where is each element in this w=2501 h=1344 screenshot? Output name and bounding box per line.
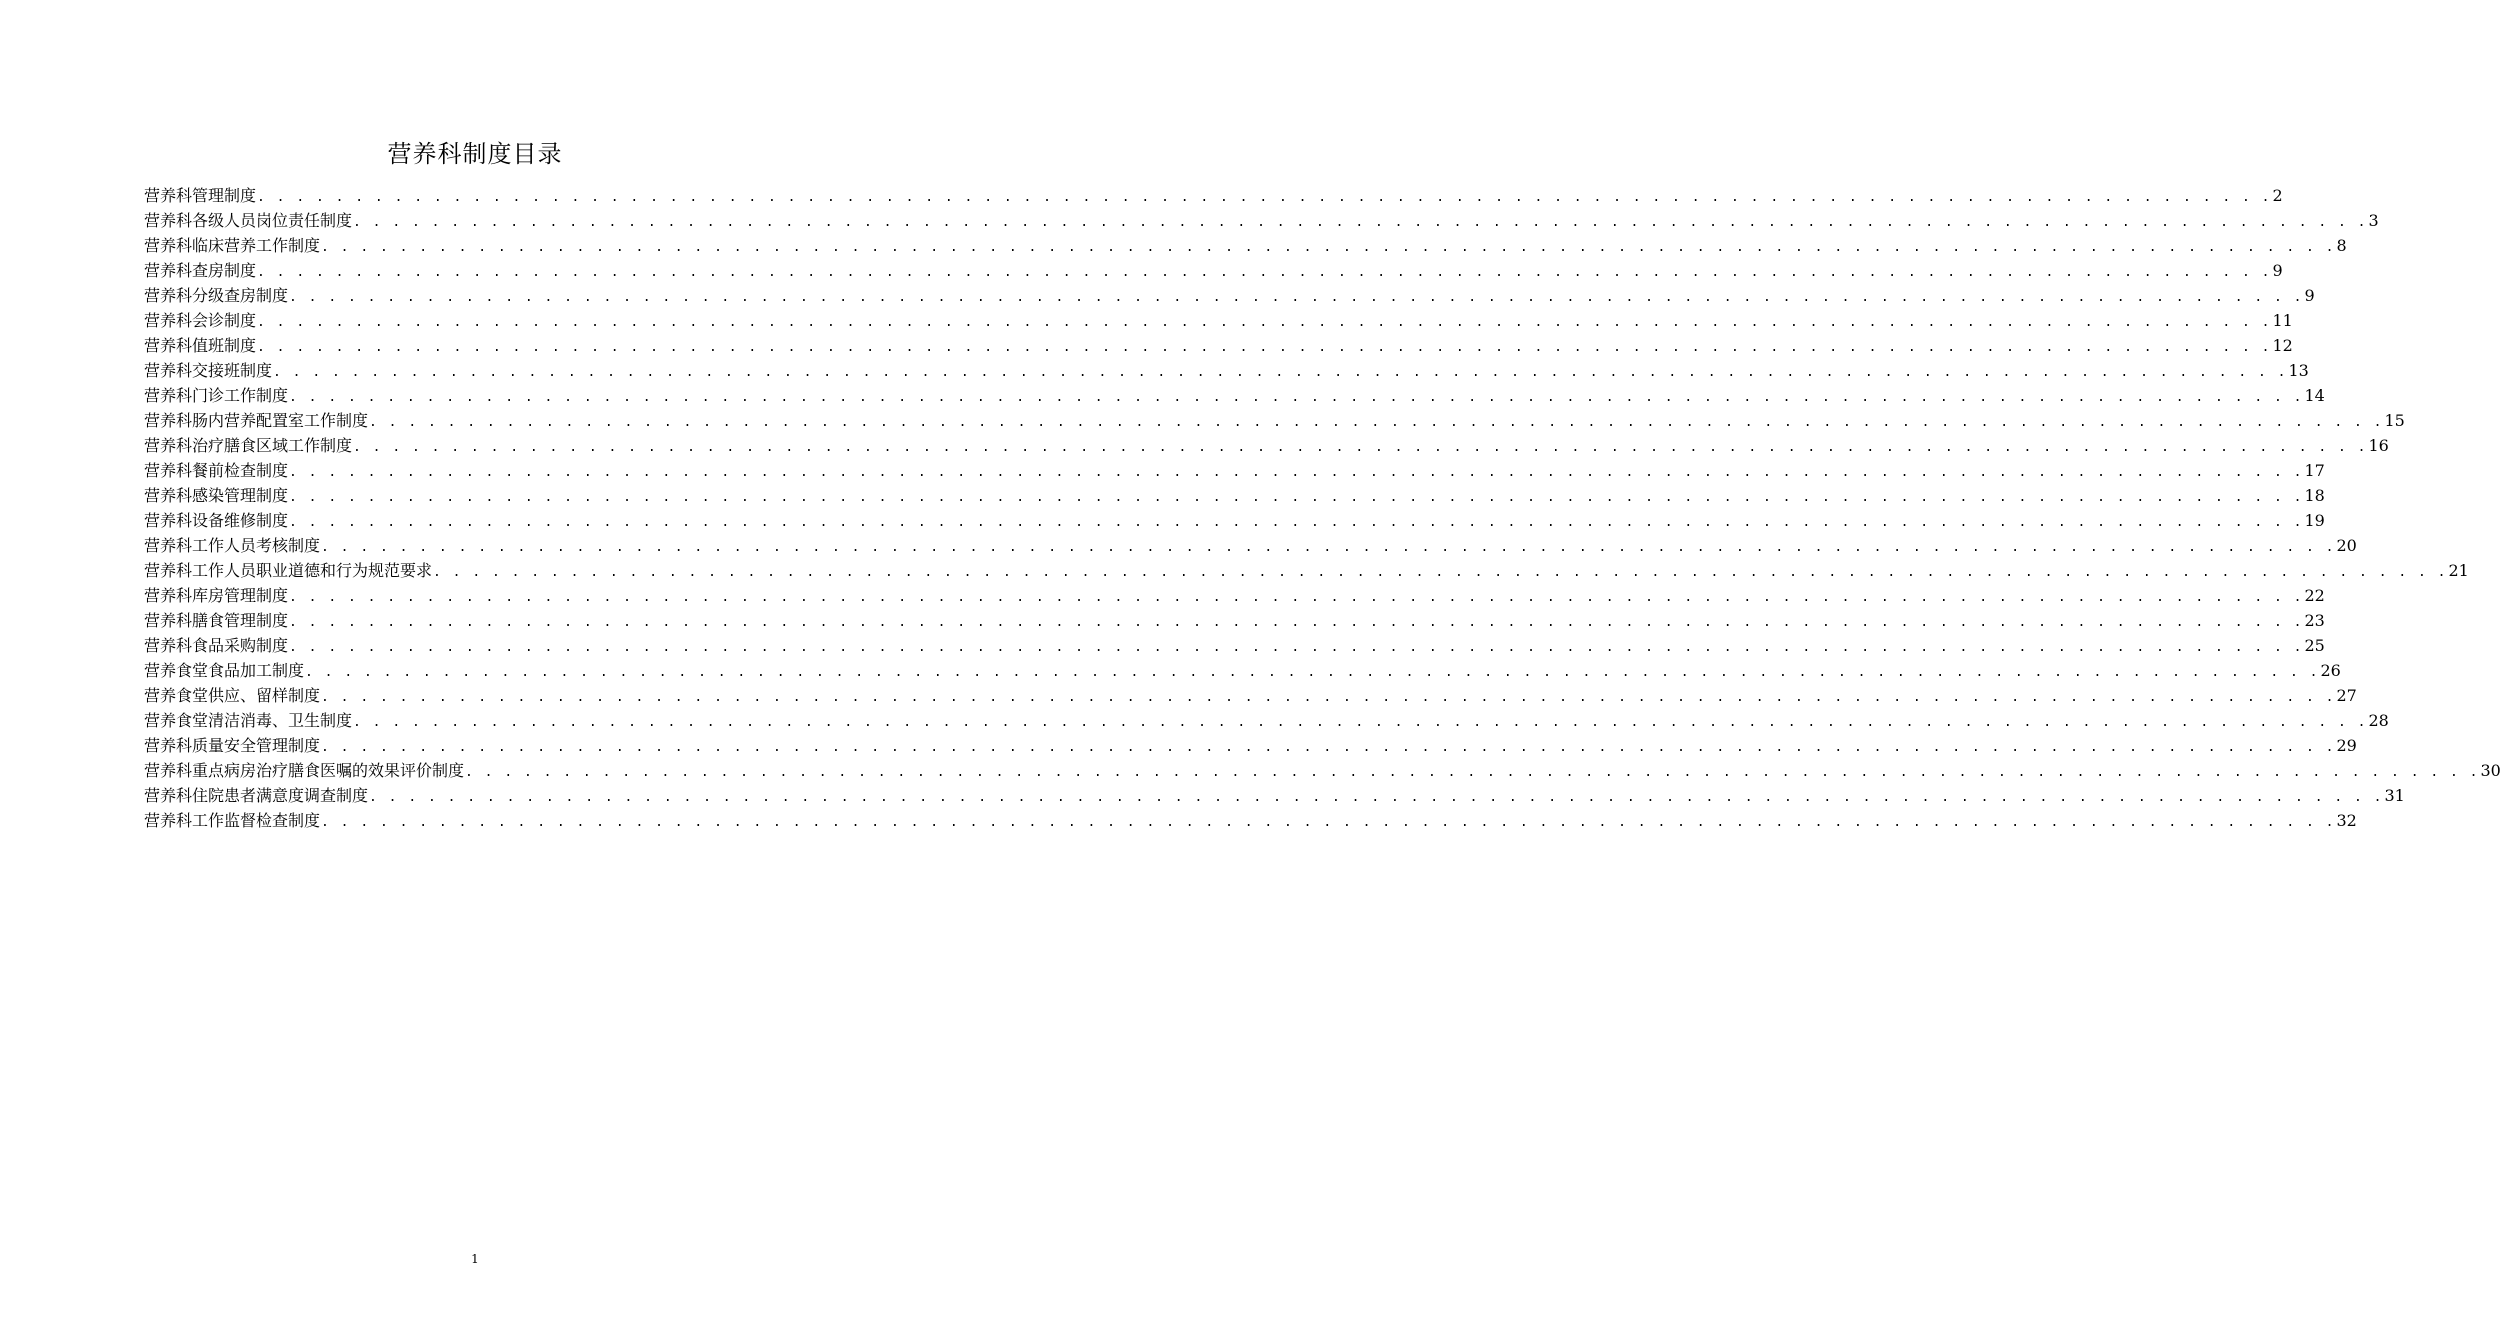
- toc-dot-leader: . . . . . . . . . . . . . . . . . . . . . . . . . . . . . . . . . . . . . . . . . . . . . . . . . . . . . . . . . . . . . . . . . . . . . . . . . . . . . . . . . . . . . . . . . . . . . . . . . . . . . . .: [289, 515, 2304, 530]
- toc-entry-label: 营养科设备维修制度: [144, 511, 289, 530]
- toc-entry-page: 9: [2304, 286, 2315, 305]
- toc-entry-page: 30: [2480, 761, 2501, 780]
- toc-entry-page: 2: [2272, 186, 2283, 205]
- toc-entry-page: 9: [2272, 261, 2283, 280]
- toc-entry-page: 8: [2336, 236, 2347, 255]
- toc-entry-label: 营养科工作人员职业道德和行为规范要求: [144, 561, 433, 580]
- toc-dot-leader: . . . . . . . . . . . . . . . . . . . . . . . . . . . . . . . . . . . . . . . . . . . . . . . . . . . . . . . . . . . . . . . . . . . . . . . . . . . . . . . . . . . . . . . . . . . . . . . . . . . . . . .: [353, 715, 2368, 730]
- toc-dot-leader: . . . . . . . . . . . . . . . . . . . . . . . . . . . . . . . . . . . . . . . . . . . . . . . . . . . . . . . . . . . . . . . . . . . . . . . . . . . . . . . . . . . . . . . . . . . . . . . . . . . . . . .: [257, 340, 2272, 355]
- toc-entry[interactable]: [144, 308, 2293, 333]
- toc-entry-label: 营养科肠内营养配置室工作制度: [144, 411, 369, 430]
- toc-dot-leader: . . . . . . . . . . . . . . . . . . . . . . . . . . . . . . . . . . . . . . . . . . . . . . . . . . . . . . . . . . . . . . . . . . . . . . . . . . . . . . . . . . . . . . . . . . . . . . . . . . . . . . .: [289, 290, 2304, 305]
- toc-entry-page: 17: [2304, 461, 2325, 480]
- toc-entry-label: 营养科库房管理制度: [144, 586, 289, 605]
- toc-entry-page: 23: [2304, 611, 2325, 630]
- toc-entry-page: 21: [2448, 561, 2469, 580]
- toc-entry[interactable]: [144, 658, 2341, 683]
- toc-dot-leader: . . . . . . . . . . . . . . . . . . . . . . . . . . . . . . . . . . . . . . . . . . . . . . . . . . . . . . . . . . . . . . . . . . . . . . . . . . . . . . . . . . . . . . . . . . . . . . . . . . . . . . .: [321, 690, 2336, 705]
- toc-entry-label: 营养科餐前检查制度: [144, 461, 289, 480]
- toc-entry-page: 26: [2320, 661, 2341, 680]
- toc-dot-leader: . . . . . . . . . . . . . . . . . . . . . . . . . . . . . . . . . . . . . . . . . . . . . . . . . . . . . . . . . . . . . . . . . . . . . . . . . . . . . . . . . . . . . . . . . . . . . . . . . . . . . . .: [257, 190, 2272, 205]
- toc-entry-label: 营养科临床营养工作制度: [144, 236, 321, 255]
- toc-entry-label: 营养科食品采购制度: [144, 636, 289, 655]
- toc-dot-leader: . . . . . . . . . . . . . . . . . . . . . . . . . . . . . . . . . . . . . . . . . . . . . . . . . . . . . . . . . . . . . . . . . . . . . . . . . . . . . . . . . . . . . . . . . . . . . . . . . . . . . . .: [289, 590, 2304, 605]
- toc-dot-leader: . . . . . . . . . . . . . . . . . . . . . . . . . . . . . . . . . . . . . . . . . . . . . . . . . . . . . . . . . . . . . . . . . . . . . . . . . . . . . . . . . . . . . . . . . . . . . . . . . . . . . . .: [305, 665, 2320, 680]
- toc-entry[interactable]: [144, 508, 2325, 533]
- toc-entry-label: 营养食堂食品加工制度: [144, 661, 305, 680]
- page-title: 营养科制度目录: [387, 140, 563, 168]
- toc-dot-leader: . . . . . . . . . . . . . . . . . . . . . . . . . . . . . . . . . . . . . . . . . . . . . . . . . . . . . . . . . . . . . . . . . . . . . . . . . . . . . . . . . . . . . . . . . . . . . . . . . . . . . . .: [257, 265, 2272, 280]
- toc-entry-page: 31: [2384, 786, 2405, 805]
- toc-entry-label: 营养科查房制度: [144, 261, 257, 280]
- toc-entry[interactable]: [144, 808, 2357, 833]
- toc-entry-page: 22: [2304, 586, 2325, 605]
- toc-entry[interactable]: [144, 233, 2347, 258]
- toc-entry-page: 3: [2368, 211, 2379, 230]
- toc-entry-page: 13: [2288, 361, 2309, 380]
- toc-entry[interactable]: [144, 708, 2389, 733]
- toc-entry[interactable]: [144, 633, 2325, 658]
- toc-entry-label: 营养科工作监督检查制度: [144, 811, 321, 830]
- toc-dot-leader: . . . . . . . . . . . . . . . . . . . . . . . . . . . . . . . . . . . . . . . . . . . . . . . . . . . . . . . . . . . . . . . . . . . . . . . . . . . . . . . . . . . . . . . . . . . . . . . . . . . . . . .: [321, 740, 2336, 755]
- toc-entry[interactable]: [144, 608, 2325, 633]
- toc-entry[interactable]: [144, 458, 2325, 483]
- toc-entry-label: 营养科各级人员岗位责任制度: [144, 211, 353, 230]
- table-of-contents: [144, 183, 2501, 833]
- toc-dot-leader: . . . . . . . . . . . . . . . . . . . . . . . . . . . . . . . . . . . . . . . . . . . . . . . . . . . . . . . . . . . . . . . . . . . . . . . . . . . . . . . . . . . . . . . . . . . . . . . . . . . . . . .: [353, 215, 2368, 230]
- toc-dot-leader: . . . . . . . . . . . . . . . . . . . . . . . . . . . . . . . . . . . . . . . . . . . . . . . . . . . . . . . . . . . . . . . . . . . . . . . . . . . . . . . . . . . . . . . . . . . . . . . . . . . . . . .: [321, 815, 2336, 830]
- toc-entry-page: 27: [2336, 686, 2357, 705]
- toc-entry-page: 20: [2336, 536, 2357, 555]
- toc-dot-leader: . . . . . . . . . . . . . . . . . . . . . . . . . . . . . . . . . . . . . . . . . . . . . . . . . . . . . . . . . . . . . . . . . . . . . . . . . . . . . . . . . . . . . . . . . . . . . . . . . . . . . . .: [321, 540, 2336, 555]
- toc-entry-label: 营养科会诊制度: [144, 311, 257, 330]
- toc-entry-page: 14: [2304, 386, 2325, 405]
- toc-entry[interactable]: [144, 383, 2325, 408]
- toc-entry[interactable]: [144, 558, 2469, 583]
- toc-entry-label: 营养科感染管理制度: [144, 486, 289, 505]
- page-number: 1: [471, 1252, 479, 1266]
- toc-dot-leader: . . . . . . . . . . . . . . . . . . . . . . . . . . . . . . . . . . . . . . . . . . . . . . . . . . . . . . . . . . . . . . . . . . . . . . . . . . . . . . . . . . . . . . . . . . . . . . . . . . . . . . .: [465, 765, 2480, 780]
- toc-entry-label: 营养科工作人员考核制度: [144, 536, 321, 555]
- toc-entry[interactable]: [144, 783, 2405, 808]
- toc-entry[interactable]: [144, 358, 2309, 383]
- toc-entry[interactable]: [144, 283, 2315, 308]
- toc-entry-page: 19: [2304, 511, 2325, 530]
- toc-dot-leader: . . . . . . . . . . . . . . . . . . . . . . . . . . . . . . . . . . . . . . . . . . . . . . . . . . . . . . . . . . . . . . . . . . . . . . . . . . . . . . . . . . . . . . . . . . . . . . . . . . . . . . .: [273, 365, 2288, 380]
- toc-entry[interactable]: [144, 533, 2357, 558]
- toc-dot-leader: . . . . . . . . . . . . . . . . . . . . . . . . . . . . . . . . . . . . . . . . . . . . . . . . . . . . . . . . . . . . . . . . . . . . . . . . . . . . . . . . . . . . . . . . . . . . . . . . . . . . . . .: [369, 415, 2384, 430]
- toc-entry[interactable]: [144, 258, 2283, 283]
- toc-entry-page: 28: [2368, 711, 2389, 730]
- toc-dot-leader: . . . . . . . . . . . . . . . . . . . . . . . . . . . . . . . . . . . . . . . . . . . . . . . . . . . . . . . . . . . . . . . . . . . . . . . . . . . . . . . . . . . . . . . . . . . . . . . . . . . . . . .: [321, 240, 2336, 255]
- toc-entry-label: 营养科交接班制度: [144, 361, 273, 380]
- toc-dot-leader: . . . . . . . . . . . . . . . . . . . . . . . . . . . . . . . . . . . . . . . . . . . . . . . . . . . . . . . . . . . . . . . . . . . . . . . . . . . . . . . . . . . . . . . . . . . . . . . . . . . . . . .: [289, 490, 2304, 505]
- toc-dot-leader: . . . . . . . . . . . . . . . . . . . . . . . . . . . . . . . . . . . . . . . . . . . . . . . . . . . . . . . . . . . . . . . . . . . . . . . . . . . . . . . . . . . . . . . . . . . . . . . . . . . . . . .: [289, 615, 2304, 630]
- toc-entry[interactable]: [144, 583, 2325, 608]
- toc-dot-leader: . . . . . . . . . . . . . . . . . . . . . . . . . . . . . . . . . . . . . . . . . . . . . . . . . . . . . . . . . . . . . . . . . . . . . . . . . . . . . . . . . . . . . . . . . . . . . . . . . . . . . . .: [369, 790, 2384, 805]
- toc-entry-page: 32: [2336, 811, 2357, 830]
- toc-entry[interactable]: [144, 483, 2325, 508]
- toc-entry-label: 营养科值班制度: [144, 336, 257, 355]
- toc-entry[interactable]: [144, 758, 2501, 783]
- toc-entry-page: 11: [2272, 311, 2293, 330]
- toc-entry-label: 营养科治疗膳食区域工作制度: [144, 436, 353, 455]
- toc-entry-label: 营养科质量安全管理制度: [144, 736, 321, 755]
- toc-entry-label: 营养科住院患者满意度调查制度: [144, 786, 369, 805]
- toc-entry[interactable]: [144, 733, 2357, 758]
- toc-entry[interactable]: [144, 408, 2405, 433]
- toc-dot-leader: . . . . . . . . . . . . . . . . . . . . . . . . . . . . . . . . . . . . . . . . . . . . . . . . . . . . . . . . . . . . . . . . . . . . . . . . . . . . . . . . . . . . . . . . . . . . . . . . . . . . . . .: [257, 315, 2272, 330]
- toc-dot-leader: . . . . . . . . . . . . . . . . . . . . . . . . . . . . . . . . . . . . . . . . . . . . . . . . . . . . . . . . . . . . . . . . . . . . . . . . . . . . . . . . . . . . . . . . . . . . . . . . . . . . . . .: [353, 440, 2368, 455]
- toc-entry-page: 29: [2336, 736, 2357, 755]
- toc-entry[interactable]: [144, 183, 2283, 208]
- toc-entry[interactable]: [144, 433, 2389, 458]
- toc-entry-label: 营养食堂供应、留样制度: [144, 686, 321, 705]
- toc-dot-leader: . . . . . . . . . . . . . . . . . . . . . . . . . . . . . . . . . . . . . . . . . . . . . . . . . . . . . . . . . . . . . . . . . . . . . . . . . . . . . . . . . . . . . . . . . . . . . . . . . . . . . . .: [433, 565, 2448, 580]
- toc-entry-page: 25: [2304, 636, 2325, 655]
- toc-entry-label: 营养食堂清洁消毒、卫生制度: [144, 711, 353, 730]
- toc-entry-page: 16: [2368, 436, 2389, 455]
- toc-entry-label: 营养科门诊工作制度: [144, 386, 289, 405]
- toc-entry-label: 营养科重点病房治疗膳食医嘱的效果评价制度: [144, 761, 465, 780]
- toc-entry-page: 12: [2272, 336, 2293, 355]
- toc-entry[interactable]: [144, 208, 2379, 233]
- toc-entry-page: 18: [2304, 486, 2325, 505]
- toc-dot-leader: . . . . . . . . . . . . . . . . . . . . . . . . . . . . . . . . . . . . . . . . . . . . . . . . . . . . . . . . . . . . . . . . . . . . . . . . . . . . . . . . . . . . . . . . . . . . . . . . . . . . . . .: [289, 465, 2304, 480]
- toc-entry-label: 营养科膳食管理制度: [144, 611, 289, 630]
- toc-entry-label: 营养科管理制度: [144, 186, 257, 205]
- toc-dot-leader: . . . . . . . . . . . . . . . . . . . . . . . . . . . . . . . . . . . . . . . . . . . . . . . . . . . . . . . . . . . . . . . . . . . . . . . . . . . . . . . . . . . . . . . . . . . . . . . . . . . . . . .: [289, 640, 2304, 655]
- toc-entry-label: 营养科分级查房制度: [144, 286, 289, 305]
- toc-entry[interactable]: [144, 683, 2357, 708]
- toc-dot-leader: . . . . . . . . . . . . . . . . . . . . . . . . . . . . . . . . . . . . . . . . . . . . . . . . . . . . . . . . . . . . . . . . . . . . . . . . . . . . . . . . . . . . . . . . . . . . . . . . . . . . . . .: [289, 390, 2304, 405]
- toc-entry[interactable]: [144, 333, 2293, 358]
- toc-entry-page: 15: [2384, 411, 2405, 430]
